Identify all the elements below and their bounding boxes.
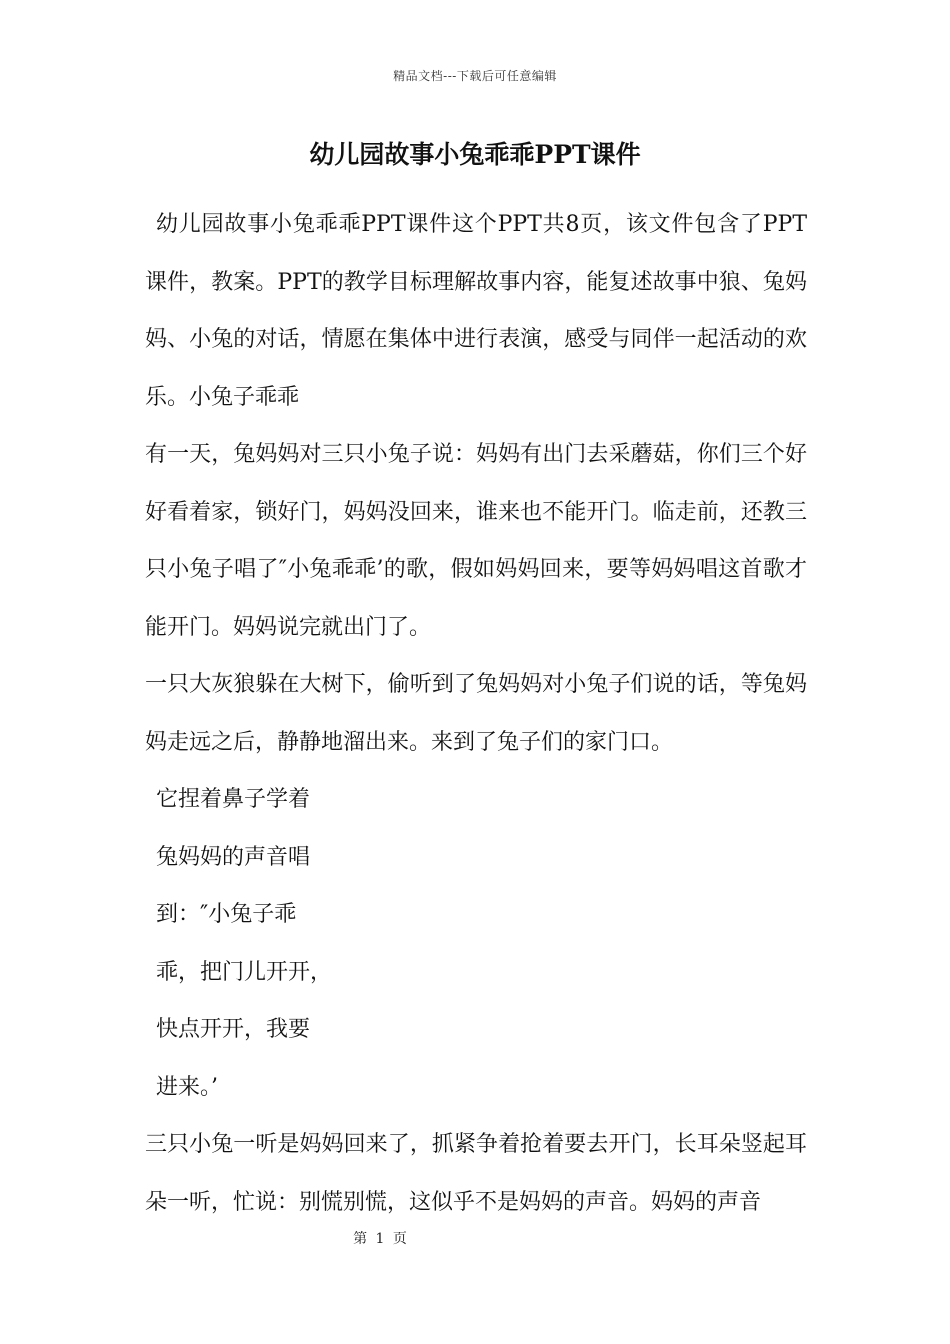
verse-line: 快点开开，我要 xyxy=(156,1017,311,1042)
paragraph-rabbit-mother: 有一天，兔妈妈对三只小兔子说：妈妈有出门去采蘑菇，你们三个好好看着家，锁好门，妈妈没回来，谁来也不能开门。临走前，还教三只小兔子唱了″小兔乖乖’的歌，假如妈妈回来，要等妈妈唱这首歌才能开门。妈妈说完就出门了。 xyxy=(145,442,807,640)
paragraph-wolf: 一只大灰狼躲在大树下，偷听到了兔妈妈对小兔子们说的话，等兔妈妈走远之后，静静地溜出来。来到了兔子们的家门口。 xyxy=(145,672,807,755)
footer-suffix: 页 xyxy=(392,1231,407,1247)
verse-line: 它捏着鼻子学着 xyxy=(156,787,311,812)
page-footer xyxy=(0,1228,760,1248)
verse-line: 兔妈妈的声音唱 xyxy=(156,844,311,870)
header-note: 精品文档---下载后可任意编辑 xyxy=(393,69,557,83)
verse-line: 到：″小兔子乖 xyxy=(156,902,297,927)
paragraph-intro: 幼儿园故事小兔乖乖PPT课件这个PPT共8页，该文件包含了PPT课件，教案。PPT的教学目标理解故事内容，能复述故事中狼、兔妈妈、小兔的对话，情愿在集体中进行表演，感受与同伴一起活动的欢乐。小兔子乖乖 xyxy=(145,212,807,410)
paragraph-rabbits-reply: 三只小兔一听是妈妈回来了，抓紧争着抢着要去开门，长耳朵竖起耳朵一听，忙说：别慌别慌，这似乎不是妈妈的声音。妈妈的声音 xyxy=(145,1132,807,1215)
verse-line: 乖，把门儿开开， xyxy=(156,959,333,985)
verse-line: 进来。’ xyxy=(156,1074,218,1100)
document-body xyxy=(145,196,807,1231)
footer-prefix: 第 xyxy=(353,1231,368,1247)
verse-block xyxy=(145,771,807,1116)
page-number: 1 xyxy=(375,1231,385,1247)
document-title: 幼儿园故事小兔乖乖PPT课件 xyxy=(309,140,641,169)
